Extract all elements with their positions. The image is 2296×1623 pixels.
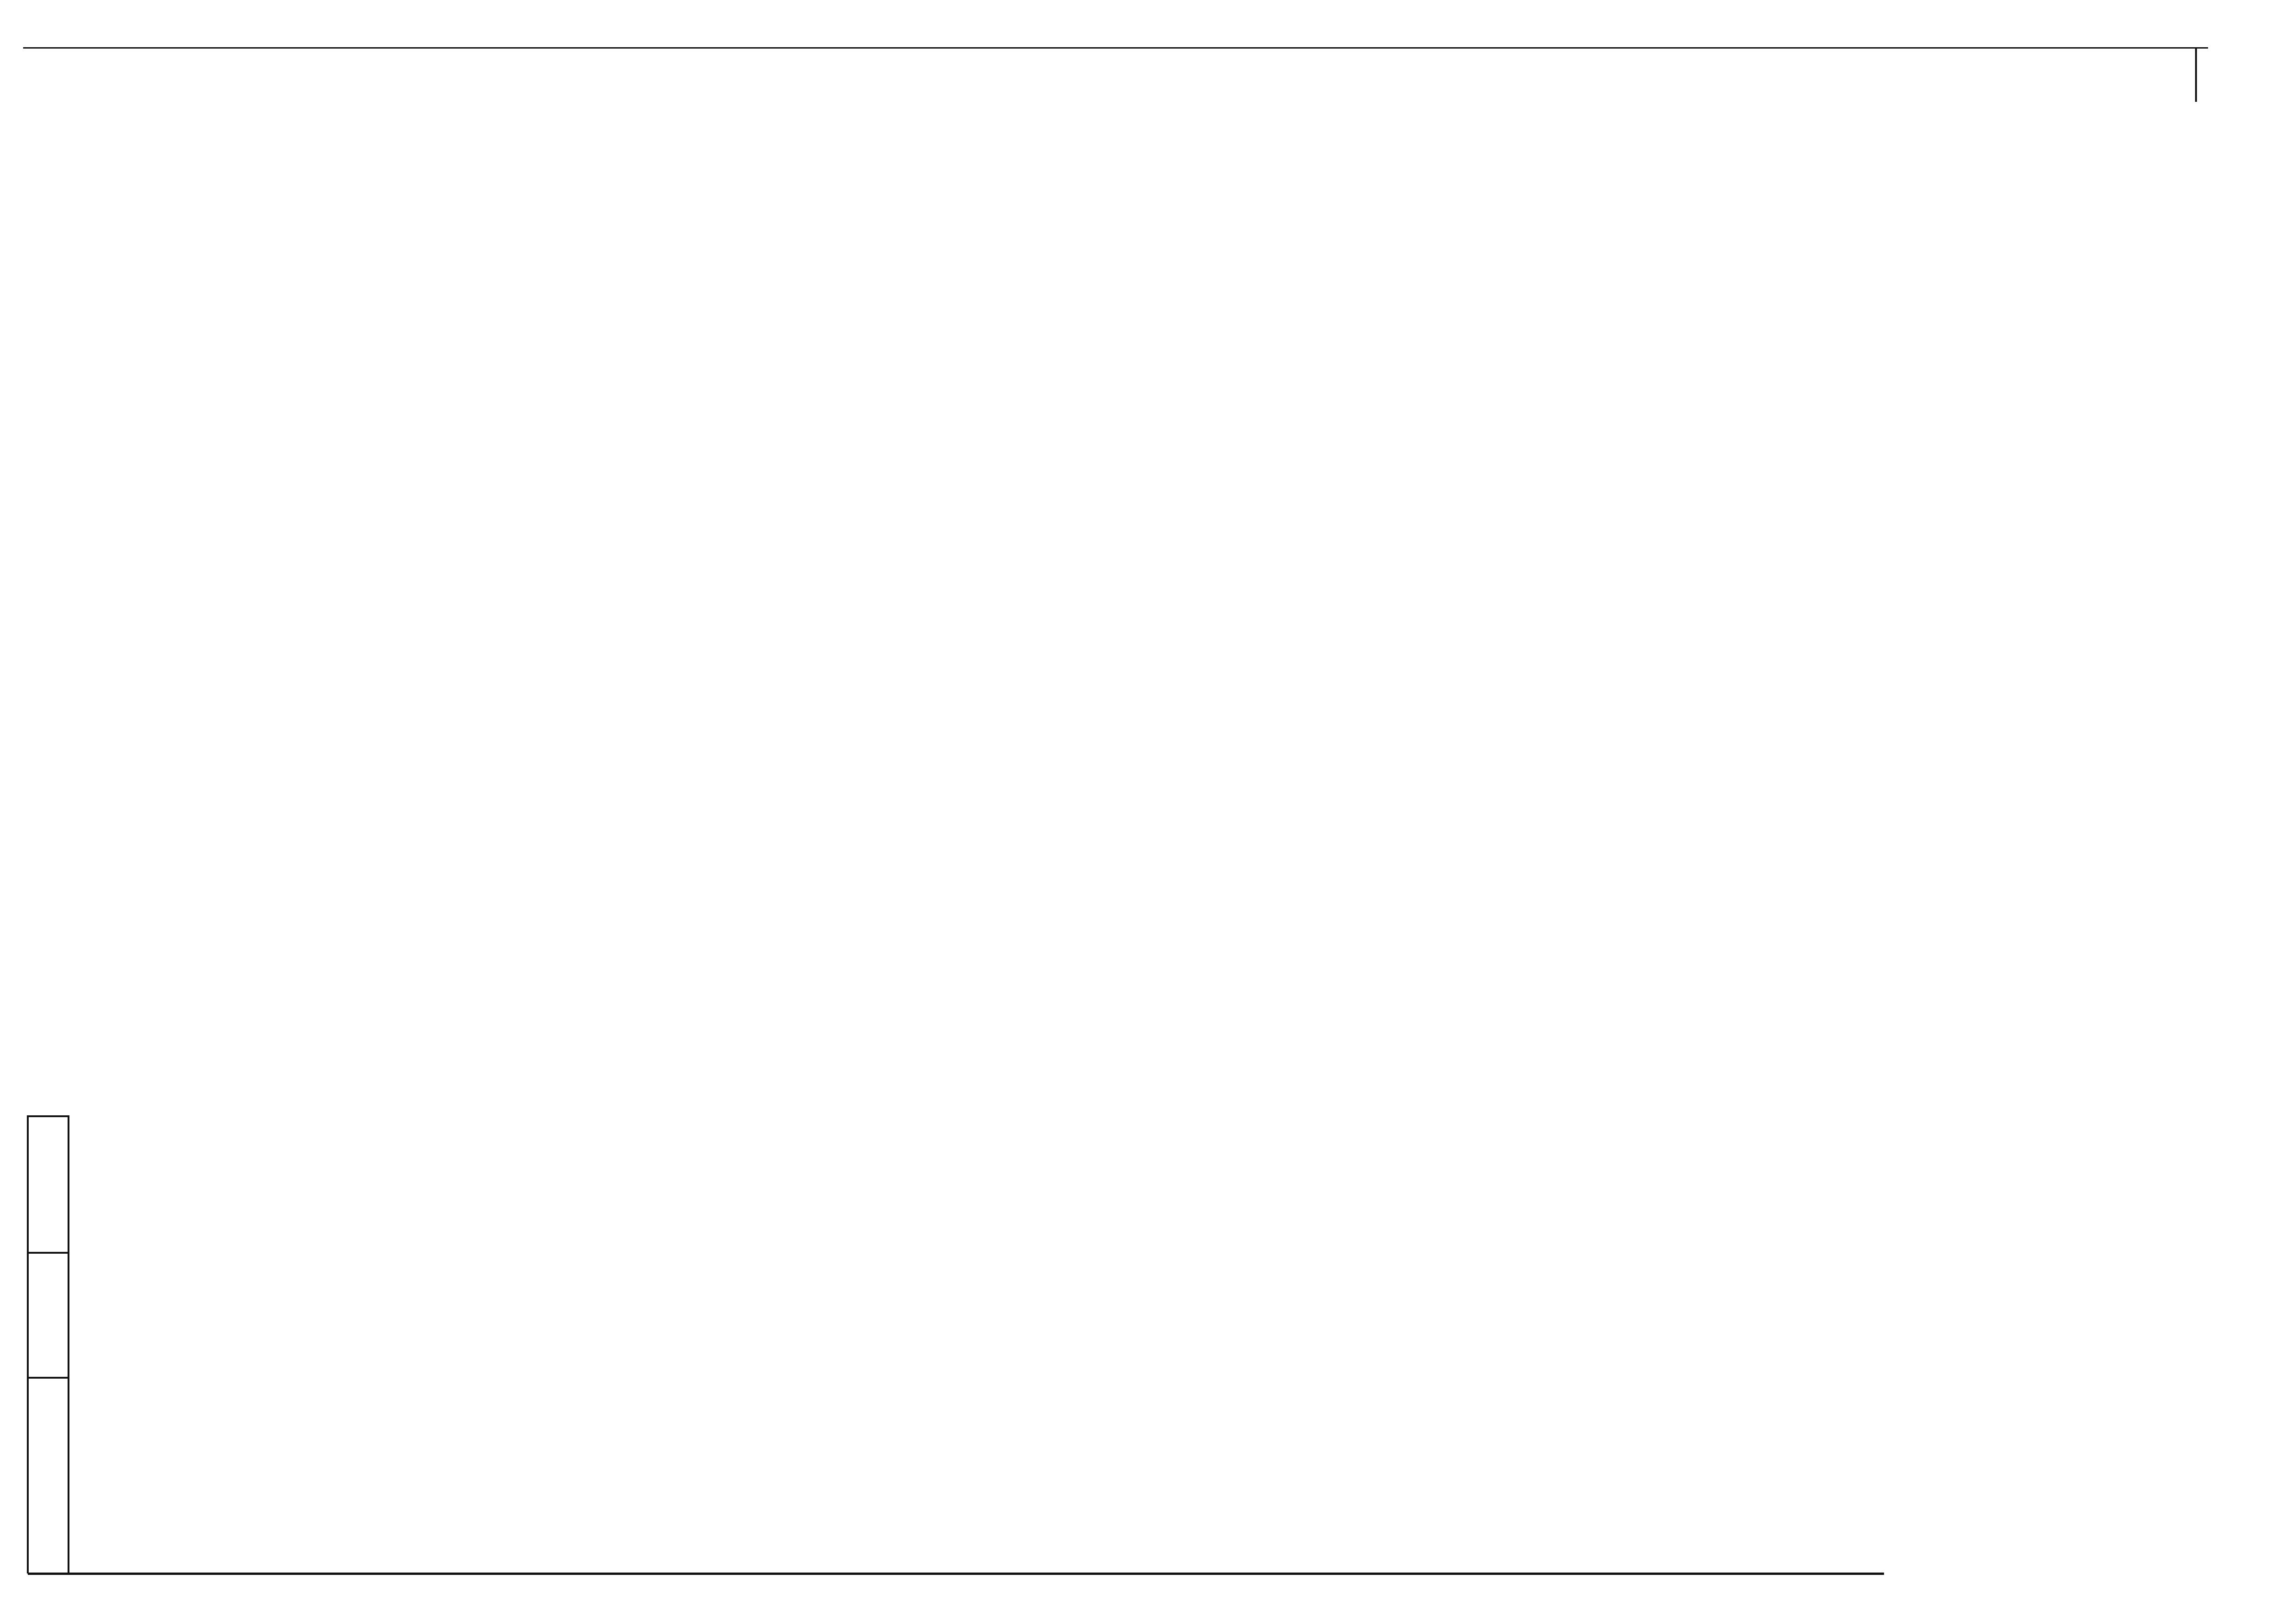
top-border-line (23, 47, 2208, 49)
side-stamp-line (27, 1115, 29, 1573)
bottom-border-line (28, 1573, 1884, 1575)
side-stamp-line (27, 1252, 69, 1254)
side-stamp-line (27, 1115, 69, 1117)
side-stamp-line (27, 1377, 69, 1379)
side-album-label (19, 97, 56, 329)
sheet-number-box-left (2195, 47, 2197, 102)
side-project-label (16, 497, 58, 1145)
side-stamp-line (68, 1115, 69, 1573)
